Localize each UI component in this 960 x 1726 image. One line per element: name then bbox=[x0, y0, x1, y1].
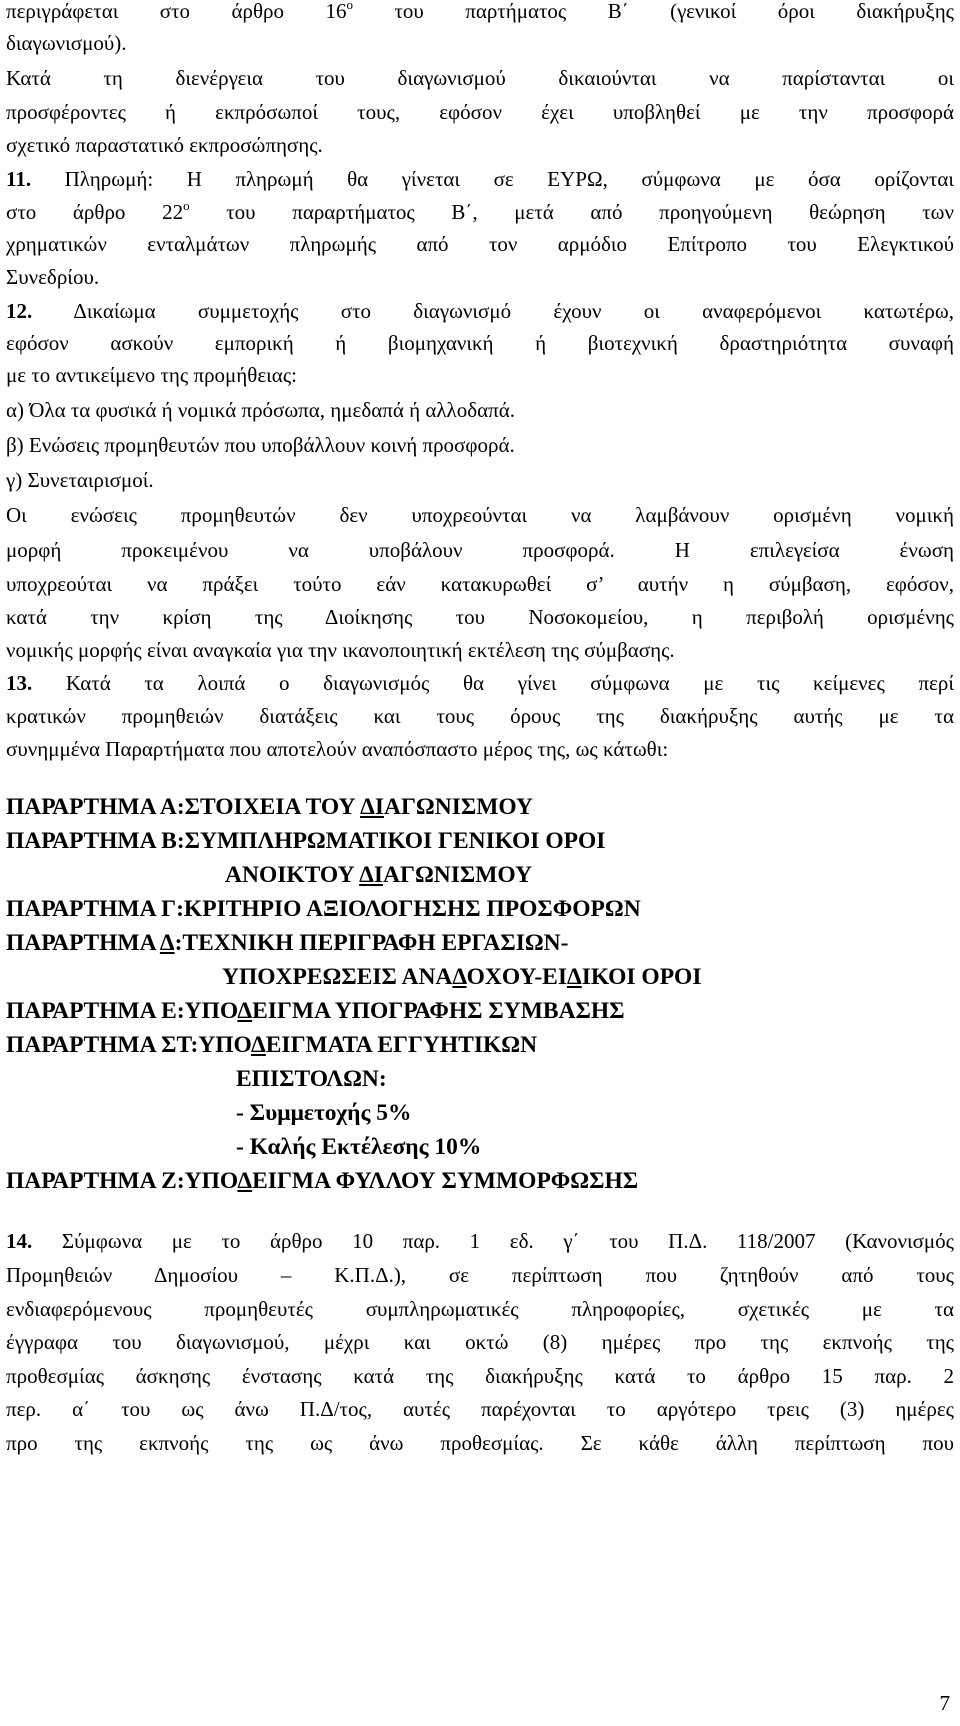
annex-z-title: ΠΑΡΑΡΤΗΜΑ Ζ:ΥΠΟΔΕΙΓΜΑ ΦΥΛΛΟΥ ΣΥΜΜΟΡΦΩΣΗΣ bbox=[6, 1168, 639, 1194]
text-line: στο άρθρο $22^o$ του παραρτήματος Β΄, μετά από προηγούμενη θεώρηση των bbox=[6, 198, 954, 224]
annex-b-subtitle: ΑΝΟΙΚΤΟΥ ΔΙΑΓΩΝΙΣΜΟΥ bbox=[225, 862, 533, 888]
text-line: προσφέροντες ή εκπρόσωποί τους, εφόσον έχει υποβληθεί με την προσφορά bbox=[6, 100, 954, 124]
guarantee-performance: - Καλής Εκτέλεσης 10% bbox=[236, 1134, 482, 1160]
item-12-line: 12. Δικαίωμα συμμετοχής στο διαγωνισμό έχουν οι αναφερόμενοι κατωτέρω, bbox=[6, 299, 954, 323]
annex-e-title: ΠΑΡΑΡΤΗΜΑ Ε:ΥΠΟΔΕΙΓΜΑ ΥΠΟΓΡΑΦΗΣ ΣΥΜΒΑΣΗΣ bbox=[6, 998, 625, 1024]
text-line: μορφή προκειμένου να υποβάλουν προσφορά. Η επιλεγείσα ένωση bbox=[6, 538, 954, 562]
list-item: β) Ενώσεις προμηθευτών που υποβάλλουν κοινή προσφορά. bbox=[6, 433, 515, 457]
text-line: περ. α΄ του ως άνω Π.Δ/τος, αυτές παρέχονται το αργότερο τρεις (3) ημέρες bbox=[6, 1397, 954, 1421]
item-number: 13. bbox=[6, 671, 33, 695]
text-line: υποχρεούται να πράξει τούτο εάν κατακυρωθεί σ’ αυτήν η σύμβαση, εφόσον, bbox=[6, 572, 954, 596]
annex-st-subtitle: ΕΠΙΣΤΟΛΩΝ: bbox=[236, 1066, 387, 1092]
text-line: διαγωνισμού). bbox=[6, 31, 127, 55]
item-number: 14. bbox=[6, 1229, 33, 1253]
text-line: Προμηθειών Δημοσίου – Κ.Π.Δ.), σε περίπτωση που ζητηθούν από τους bbox=[6, 1263, 954, 1287]
annex-d-subtitle: ΥΠΟΧΡΕΩΣΕΙΣ ΑΝΑΔΟΧΟΥ-ΕΙΔΙΚΟΙ ΟΡΟΙ bbox=[222, 964, 702, 990]
item-number: 12. bbox=[6, 299, 33, 323]
text-line: κρατικών προμηθειών διατάξεις και τους όρους της διακήρυξης αυτής με τα bbox=[6, 704, 954, 728]
text-line: προθεσμίας άσκησης ένστασης κατά της διακήρυξης κατά το άρθρο 15 παρ. 2 bbox=[6, 1364, 954, 1388]
text-line: Οι ενώσεις προμηθευτών δεν υποχρεούνται να λαμβάνουν ορισμένη νομική bbox=[6, 503, 954, 527]
guarantee-participation: - Συμμετοχής 5% bbox=[236, 1100, 412, 1126]
list-item: α) Όλα τα φυσικά ή νομικά πρόσωπα, ημεδαπά ή αλλοδαπά. bbox=[6, 398, 515, 422]
annex-d-title: ΠΑΡΑΡΤΗΜΑ Δ:ΤΕΧΝΙΚΗ ΠΕΡΙΓΡΑΦΗ ΕΡΓΑΣΙΩΝ- bbox=[6, 930, 569, 956]
text-line: Κατά τη διενέργεια του διαγωνισμού δικαιούνται να παρίστανται οι bbox=[6, 66, 954, 90]
text-line: συνημμένα Παραρτήματα που αποτελούν αναπόσπαστο μέρος της, ως κάτωθι: bbox=[6, 737, 669, 761]
text-line: περιγράφεται στο άρθρο $16^o$ του παρτήματος Β΄ (γενικοί όροι διακήρυξης bbox=[6, 0, 954, 23]
text-line: ενδιαφερόμενους προμηθευτές συμπληρωματικές πληροφορίες, σχετικές με τα bbox=[6, 1297, 954, 1321]
text-line: χρηματικών ενταλμάτων πληρωμής από τον αρμόδιο Επίτροπο του Ελεγκτικού bbox=[6, 232, 954, 256]
text-line: Συνεδρίου. bbox=[6, 265, 100, 289]
list-item: γ) Συνεταιρισμοί. bbox=[6, 468, 154, 492]
annex-a-title: ΠΑΡΑΡΤΗΜΑ Α:ΣΤΟΙΧΕΙΑ ΤΟΥ ΔΙΑΓΩΝΙΣΜΟΥ bbox=[6, 794, 534, 820]
annex-st-title: ΠΑΡΑΡΤΗΜΑ ΣΤ:ΥΠΟΔΕΙΓΜΑΤΑ ΕΓΓΥΗΤΙΚΩΝ bbox=[6, 1032, 538, 1058]
text-line: σχετικό παραστατικό εκπροσώπησης. bbox=[6, 133, 323, 157]
item-11-line: 11. Πληρωμή: Η πληρωμή θα γίνεται σε ΕΥΡΩ, σύμφωνα με όσα ορίζονται bbox=[6, 167, 954, 191]
annex-b-title: ΠΑΡΑΡΤΗΜΑ Β:ΣΥΜΠΛΗΡΩΜΑΤΙΚΟΙ ΓΕΝΙΚΟΙ ΟΡΟΙ bbox=[6, 828, 606, 854]
text-line: έγγραφα του διαγωνισμού, μέχρι και οκτώ (8) ημέρες προ της εκπνοής της bbox=[6, 1330, 954, 1354]
text-line: νομικής μορφής είναι αναγκαία για την ικανοποιητική εκτέλεση της σύμβασης. bbox=[6, 638, 675, 662]
page-number: 7 bbox=[939, 1691, 950, 1715]
item-13-line: 13. Κατά τα λοιπά ο διαγωνισμός θα γίνει σύμφωνα με τις κείμενες περί bbox=[6, 671, 954, 695]
text-line: εφόσον ασκούν εμπορική ή βιομηχανική ή βιοτεχνική δραστηριότητα συναφή bbox=[6, 331, 954, 355]
item-14-line: 14. Σύμφωνα με το άρθρο 10 παρ. 1 εδ. γ΄ του Π.Δ. 118/2007 (Κανονισμός bbox=[6, 1229, 954, 1253]
text-line: με το αντικείμενο της προμήθειας: bbox=[6, 363, 297, 387]
text-line: προ της εκπνοής της ως άνω προθεσμίας. Σε κάθε άλλη περίπτωση που bbox=[6, 1431, 954, 1455]
annex-c-title: ΠΑΡΑΡΤΗΜΑ Γ:ΚΡΙΤΗΡΙΟ ΑΞΙΟΛΟΓΗΣΗΣ ΠΡΟΣΦΟΡΩΝ bbox=[6, 896, 641, 922]
text-line: κατά την κρίση της Διοίκησης του Νοσοκομείου, η περιβολή ορισμένης bbox=[6, 605, 954, 629]
item-number: 11. bbox=[6, 167, 32, 191]
